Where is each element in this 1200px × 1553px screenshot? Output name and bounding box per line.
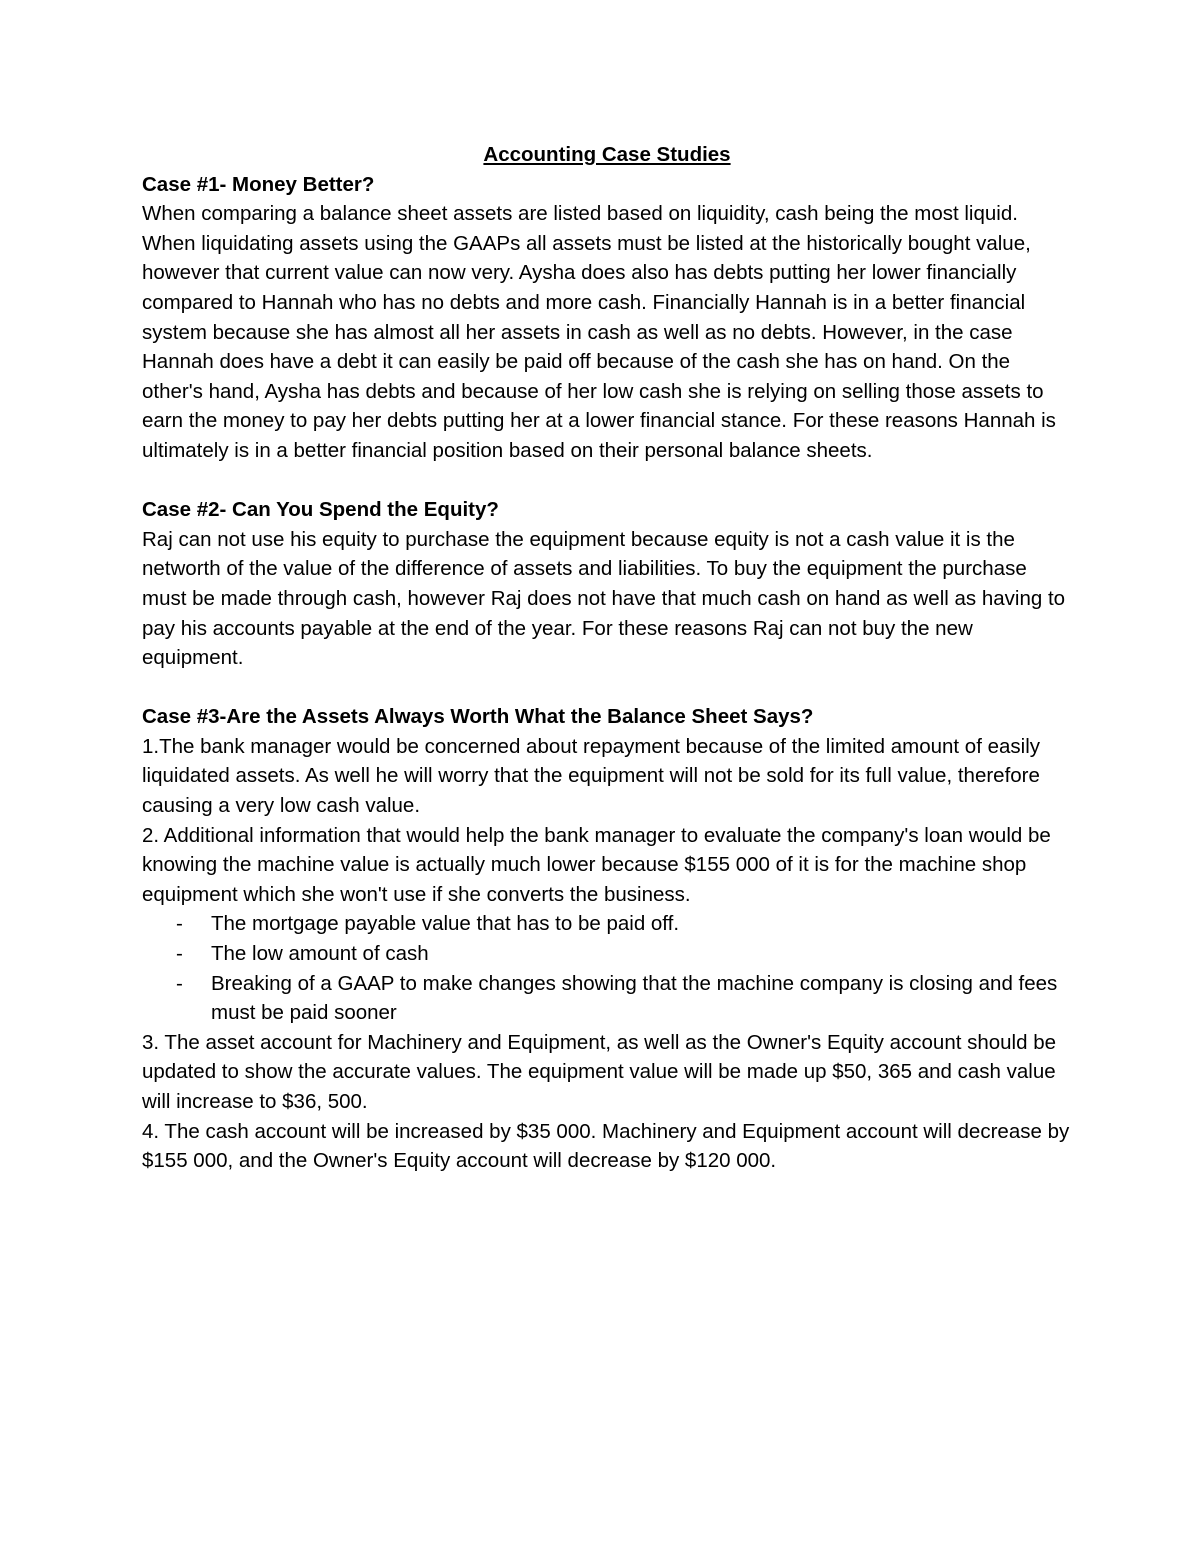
list-item <box>142 969 1072 1028</box>
dash-bullet-marker: - <box>176 971 183 995</box>
case-1-heading: Case #1- Money Better? <box>142 172 375 196</box>
list-item-text: Breaking of a GAAP to make changes showing that the machine company is closing and fees must be paid sooner <box>211 971 1058 1025</box>
list-item <box>142 939 1072 969</box>
dash-bullet-marker: - <box>176 942 183 966</box>
case-1-body: When comparing a balance sheet assets are listed based on liquidity, cash being the most liquid. When liquidating assets using the GAAPs all assets must be listed at the historically bought value, however that current value can now very. Aysha does also has debts putting her lower financially compared to Hannah who has no debts and more cash. Financially Hannah is in a better financial system because she has almost all her assets in cash as well as no debts. However, in the case Hannah does have a debt it can easily be paid off because of the cash she has on hand. On the other's hand, Aysha has debts and because of her low cash she is relying on selling those assets to earn the money to pay her debts putting her at a lower financial stance. For these reasons Hannah is ultimately is in a better financial position based on their personal balance sheets. <box>142 202 1056 462</box>
document-title: Accounting Case Studies <box>483 143 731 166</box>
list-item <box>142 909 1072 939</box>
case-3-answer-1: 1.The bank manager would be concerned about repayment because of the limited amount of easily liquidated assets. As well he will worry that the equipment will not be sold for its full value, therefore causing a very low cash value. <box>142 734 1040 818</box>
case-3-answer-4: 4. The cash account will be increased by $35 000. Machinery and Equipment account will decrease by $155 000, and the Owner's Equity account will decrease by $120 000. <box>142 1119 1070 1173</box>
case-3-answer-2: 2. Additional information that would help the bank manager to evaluate the company's loan would be knowing the machine value is actually much lower because $155 000 of it is for the machine shop equipment which she won't use if she converts the business. <box>142 823 1051 906</box>
blank-line <box>142 673 1072 703</box>
blank-line <box>142 466 1072 496</box>
case-3-answer-3: 3. The asset account for Machinery and Equipment, as well as the Owner's Equity account should be updated to show the accurate values. The equipment value will be made up $50, 365 and cash value will increase to $36, 500. <box>142 1030 1057 1113</box>
case-3-section <box>142 702 1072 1176</box>
case-2-heading: Case #2- Can You Spend the Equity? <box>142 498 499 522</box>
case-3-heading: Case #3-Are the Assets Always Worth What the Balance Sheet Says? <box>142 705 814 729</box>
list-item-text: The mortgage payable value that has to be paid off. <box>211 912 680 936</box>
document-content <box>142 140 1072 1176</box>
list-item-text: The low amount of cash <box>211 942 429 966</box>
dash-bullet-marker: - <box>176 912 183 936</box>
case-1-section <box>142 170 1072 466</box>
case-2-body: Raj can not use his equity to purchase the equipment because equity is not a cash value it is the networth of the value of the difference of assets and liabilities. To buy the equipment the purchase must be made through cash, however Raj does not have that much cash on hand as well as having to pay his accounts payable at the end of the year. For these reasons Raj can not buy the new equipment. <box>142 527 1066 670</box>
case-3-bullet-list <box>142 909 1072 1027</box>
case-2-section <box>142 495 1072 673</box>
